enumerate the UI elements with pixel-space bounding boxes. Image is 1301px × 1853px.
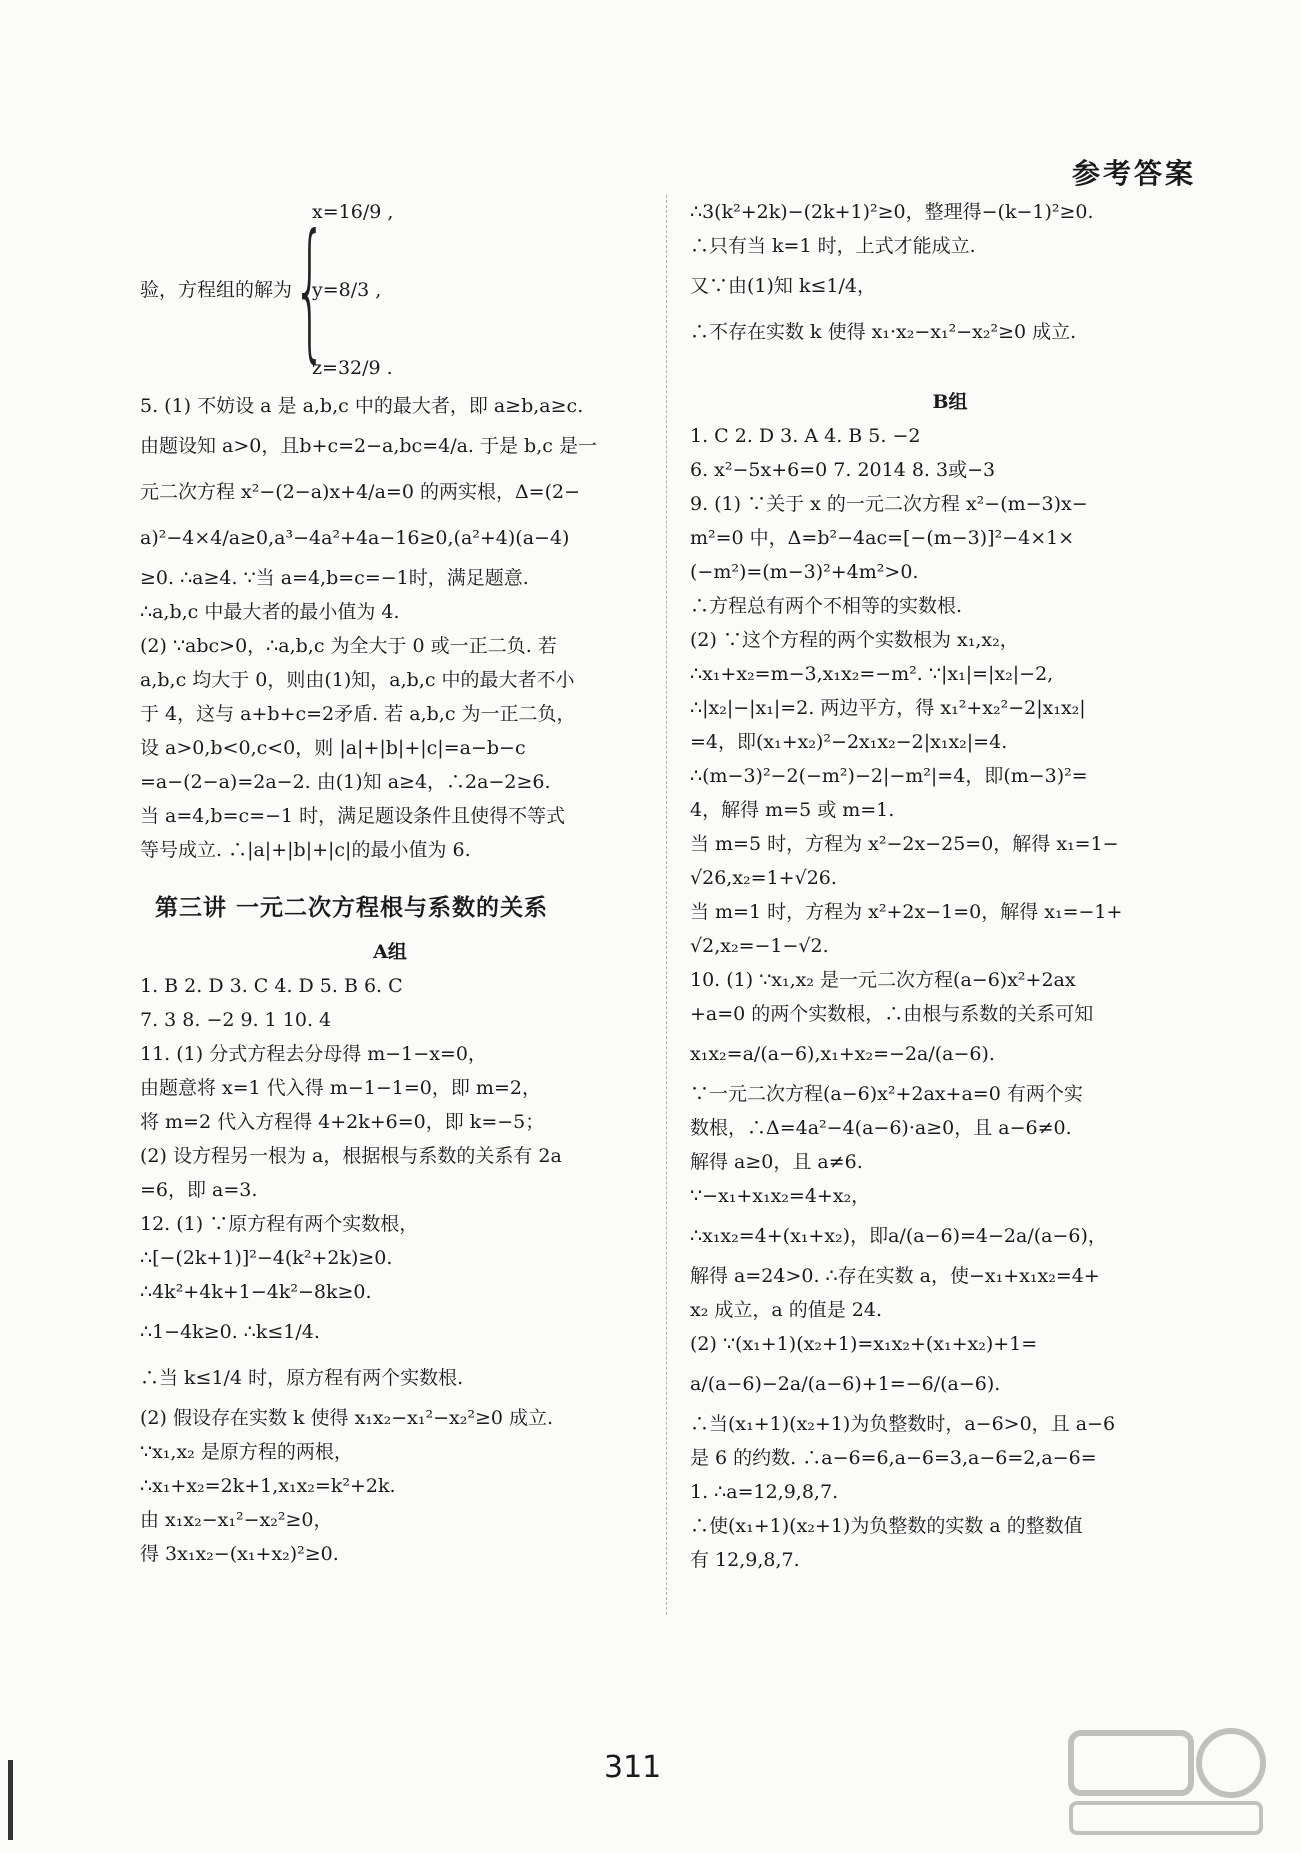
group-a-title: A组 xyxy=(373,941,407,963)
text-line: ∴3(k²+2k)−(2k+1)²≥0，整理得−(k−1)²≥0. xyxy=(690,201,1094,223)
text-line: 10. (1) ∵x₁,x₂ 是一元二次方程(a−6)x²+2ax xyxy=(690,969,1076,991)
text-line: 于 4，这与 a+b+c=2矛盾. 若 a,b,c 为一正二负， xyxy=(140,703,576,725)
text-line: 有 12,9,8,7. xyxy=(690,1549,800,1571)
text-line: 7. 3 8. −2 9. 1 10. 4 xyxy=(140,1009,332,1031)
text-line: ∴x₁+x₂=m−3,x₁x₂=−m². ∵|x₁|=|x₂|−2, xyxy=(690,663,1054,685)
text-line: 解得 a=24>0. ∴存在实数 a，使−x₁+x₁x₂=4+ xyxy=(690,1265,1100,1287)
text-line: (2) ∵这个方程的两个实数根为 x₁,x₂， xyxy=(690,629,1019,651)
text-line: ∵一元二次方程(a−6)x²+2ax+a=0 有两个实 xyxy=(690,1083,1083,1105)
text-line: x₁x₂=a/(a−6),x₁+x₂=−2a/(a−6). xyxy=(690,1043,995,1065)
system-row-y: y=8/3 , xyxy=(312,279,382,301)
text-line: 由题意将 x=1 代入得 m−1−1=0，即 m=2， xyxy=(140,1077,541,1099)
text-line: 1. B 2. D 3. C 4. D 5. B 6. C xyxy=(140,975,403,997)
section-title: 第三讲 一元二次方程根与系数的关系 xyxy=(155,894,549,921)
left-brace-icon: { xyxy=(293,203,327,377)
text-line: 等号成立. ∴|a|+|b|+|c|的最小值为 6. xyxy=(140,839,471,861)
system-row-x: x=16/9 , xyxy=(312,201,394,223)
column-divider xyxy=(666,195,667,1615)
header-title: 参考答案 xyxy=(1071,157,1196,190)
text-line: ∴x₁+x₂=2k+1,x₁x₂=k²+2k. xyxy=(140,1475,396,1497)
text-line: =6，即 a=3. xyxy=(140,1179,258,1201)
text-line: ∴只有当 k=1 时，上式才能成立. xyxy=(690,235,976,257)
text-line: ∵−x₁+x₁x₂=4+x₂， xyxy=(690,1185,871,1207)
text-line: ∴x₁x₂=4+(x₁+x₂)，即a/(a−6)=4−2a/(a−6)， xyxy=(690,1225,1107,1247)
text-line: √26,x₂=1+√26. xyxy=(690,867,837,889)
text-line: 11. (1) 分式方程去分母得 m−1−x=0， xyxy=(140,1043,487,1065)
text-line: √2,x₂=−1−√2. xyxy=(690,935,829,957)
equation-system xyxy=(140,195,640,385)
text-line: x₂ 成立，a 的值是 24. xyxy=(690,1299,882,1321)
text-line: 9. (1) ∵关于 x 的一元二次方程 x²−(m−3)x− xyxy=(690,493,1088,515)
watermark-logo-icon xyxy=(1061,1723,1271,1843)
right-column xyxy=(690,195,1210,1577)
text-line: +a=0 的两个实数根，∴由根与系数的关系可知 xyxy=(690,1003,1094,1025)
text-line: a,b,c 均大于 0，则由(1)知，a,b,c 中的最大者不小 xyxy=(140,669,575,691)
text-line: ∴当 k≤1/4 时，原方程有两个实数根. xyxy=(140,1367,464,1389)
text-line: 是 6 的约数. ∴a−6=6,a−6=3,a−6=2,a−6= xyxy=(690,1447,1097,1469)
left-column xyxy=(140,195,640,1571)
left-text-block-2 xyxy=(140,969,640,1571)
text-line: =4，即(x₁+x₂)²−2x₁x₂−2|x₁x₂|=4. xyxy=(690,731,1008,753)
text-line: ∴4k²+4k+1−4k²−8k≥0. xyxy=(140,1281,372,1303)
text-line: 由题设知 a>0，且b+c=2−a,bc=4/a. 于是 b,c 是一 xyxy=(140,435,597,457)
binding-mark xyxy=(8,1760,13,1840)
text-line: ≥0. ∴a≥4. ∵当 a=4,b=c=−1时，满足题意. xyxy=(140,567,529,589)
text-line: (−m²)=(m−3)²+4m²>0. xyxy=(690,561,919,583)
system-row-z: z=32/9 . xyxy=(312,357,393,379)
text-line: 12. (1) ∵原方程有两个实数根， xyxy=(140,1213,419,1235)
text-line: 当 m=5 时，方程为 x²−2x−25=0，解得 x₁=1− xyxy=(690,833,1119,855)
text-line: 得 3x₁x₂−(x₁+x₂)²≥0. xyxy=(140,1543,339,1565)
text-line: 又∵由(1)知 k≤1/4， xyxy=(690,275,876,297)
left-text-block-1 xyxy=(140,389,640,867)
text-line: (2) 设方程另一根为 a，根据根与系数的关系有 2a xyxy=(140,1145,562,1167)
system-prefix: 验，方程组的解为 xyxy=(140,279,293,301)
text-line: =a−(2−a)=2a−2. 由(1)知 a≥4，∴2a−2≥6. xyxy=(140,771,551,793)
text-line: m²=0 中，Δ=b²−4ac=[−(m−3)]²−4×1× xyxy=(690,527,1075,549)
text-line: 数根，∴Δ=4a²−4(a−6)·a≥0，且 a−6≠0. xyxy=(690,1117,1072,1139)
text-line: ∴1−4k≥0. ∴k≤1/4. xyxy=(140,1321,320,1343)
text-line: 4，解得 m=5 或 m=1. xyxy=(690,799,895,821)
text-line: (2) ∵abc>0，∴a,b,c 为全大于 0 或一正二负. 若 xyxy=(140,635,557,657)
text-line: 6. x²−5x+6=0 7. 2014 8. 3或−3 xyxy=(690,459,996,481)
text-line: (2) 假设存在实数 k 使得 x₁x₂−x₁²−x₂²≥0 成立. xyxy=(140,1407,554,1429)
page-number: 311 xyxy=(604,1750,662,1785)
text-line: ∴方程总有两个不相等的实数根. xyxy=(690,595,963,617)
group-b-title: B组 xyxy=(932,391,968,413)
text-line: 1. C 2. D 3. A 4. B 5. −2 xyxy=(690,425,921,447)
text-line: ∴使(x₁+1)(x₂+1)为负整数的实数 a 的整数值 xyxy=(690,1515,1083,1537)
text-line: 当 m=1 时，方程为 x²+2x−1=0，解得 x₁=−1+ xyxy=(690,901,1123,923)
text-line: 由 x₁x₂−x₁²−x₂²≥0， xyxy=(140,1509,333,1531)
text-line: 当 a=4,b=c=−1 时，满足题设条件且使得不等式 xyxy=(140,805,566,827)
text-line: 设 a>0,b<0,c<0，则 |a|+|b|+|c|=a−b−c xyxy=(140,737,526,759)
text-line: 5. (1) 不妨设 a 是 a,b,c 中的最大者，即 a≥b,a≥c. xyxy=(140,395,584,417)
text-line: 1. ∴a=12,9,8,7. xyxy=(690,1481,839,1503)
text-line: ∵x₁,x₂ 是原方程的两根， xyxy=(140,1441,353,1463)
text-line: a/(a−6)−2a/(a−6)+1=−6/(a−6). xyxy=(690,1373,1001,1395)
text-line: (2) ∵(x₁+1)(x₂+1)=x₁x₂+(x₁+x₂)+1= xyxy=(690,1333,1038,1355)
text-line: ∴(m−3)²−2(−m²)−2|−m²|=4，即(m−3)²= xyxy=(690,765,1088,787)
text-line: 将 m=2 代入方程得 4+2k+6=0，即 k=−5； xyxy=(140,1111,545,1133)
text-line: ∴当(x₁+1)(x₂+1)为负整数时，a−6>0，且 a−6 xyxy=(690,1413,1116,1435)
text-line: a)²−4×4/a≥0,a³−4a²+4a−16≥0,(a²+4)(a−4) xyxy=(140,527,570,549)
text-line: ∴不存在实数 k 使得 x₁·x₂−x₁²−x₂²≥0 成立. xyxy=(690,321,1077,343)
text-line: ∴[−(2k+1)]²−4(k²+2k)≥0. xyxy=(140,1247,393,1269)
text-line: 元二次方程 x²−(2−a)x+4/a=0 的两实根，Δ=(2− xyxy=(140,481,581,503)
right-text-block-2 xyxy=(690,419,1210,1577)
text-line: ∴a,b,c 中最大者的最小值为 4. xyxy=(140,601,400,623)
right-text-block-1 xyxy=(690,195,1210,355)
text-line: 解得 a≥0，且 a≠6. xyxy=(690,1151,863,1173)
text-line: ∴|x₂|−|x₁|=2. 两边平方，得 x₁²+x₂²−2|x₁x₂| xyxy=(690,697,1086,719)
